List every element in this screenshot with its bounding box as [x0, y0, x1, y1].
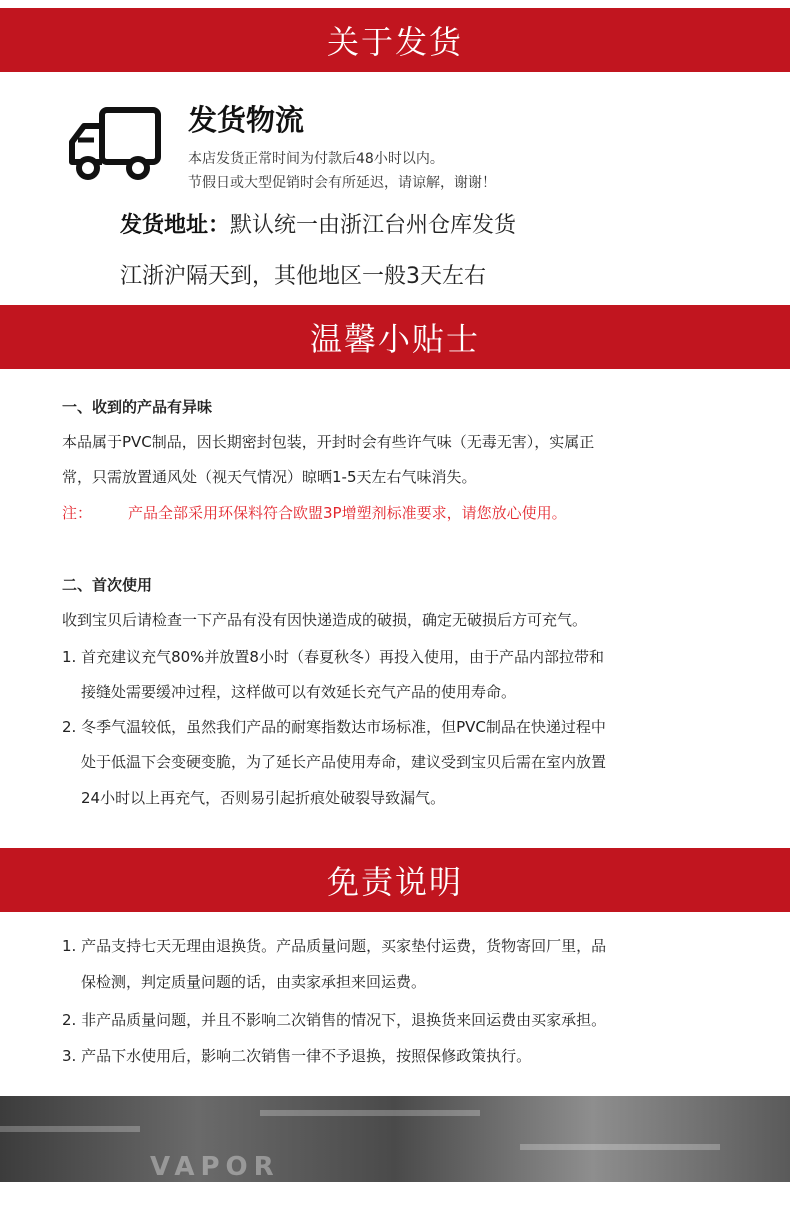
banner-shipping-title: 关于发货	[326, 23, 463, 61]
banner-disclaimer-title: 免责说明	[326, 863, 463, 901]
banner-tips	[0, 305, 790, 369]
tips-section-2-item-1-line-1: 1. 首充建议充气80%并放置8小时（春夏秋冬）再投入使用，由于产品内部拉带和	[62, 648, 604, 666]
address-label: 发货地址：	[120, 213, 231, 238]
delivery-time-text: 江浙沪隔天到，其他地区一般3天左右	[120, 264, 486, 289]
shipping-time-text: 本店发货正常时间为付款后48小时以内。	[188, 151, 444, 167]
disclaimer-item-1-line-2: 保检测，判定质量问题的话，由卖家承担来回运费。	[81, 973, 427, 991]
note-text: 产品全部采用环保料符合欧盟3P增塑剂标准要求，请您放心使用。	[128, 504, 567, 522]
banner-shipping	[0, 8, 790, 72]
disclaimer-item-1-line-1: 1. 产品支持七天无理由退换货。产品质量问题，买家垫付运费，货物寄回厂里，品	[62, 937, 607, 955]
tips-section-1-line-2: 常，只需放置通风处（视天气情况）晾晒1-5天左右气味消失。	[62, 468, 477, 486]
product-photo-strip	[0, 1096, 790, 1182]
disclaimer-item-3: 3. 产品下水使用后，影响二次销售一律不予退换，按照保修政策执行。	[62, 1047, 532, 1065]
banner-tips-title: 温馨小贴士	[309, 320, 480, 358]
note-label: 注：	[62, 504, 93, 522]
tips-note	[62, 502, 567, 523]
tips-section-1-title: 一、收到的产品有异味	[62, 398, 213, 416]
tips-section-2-item-2-line-3: 24小时以上再充气，否则易引起折痕处破裂导致漏气。	[81, 789, 446, 807]
tips-section-2-item-2-line-2: 处于低温下会变硬变脆，为了延长产品使用寿命，建议受到宝贝后需在室内放置	[81, 753, 607, 771]
banner-disclaimer	[0, 848, 790, 912]
shipping-delay-text: 节假日或大型促销时会有所延迟，请谅解，谢谢！	[188, 175, 496, 191]
tips-section-2-intro: 收到宝贝后请检查一下产品有没有因快递造成的破损，确定无破损后方可充气。	[62, 611, 588, 629]
photo-text: VAPOR	[150, 1152, 280, 1182]
disclaimer-item-2: 2. 非产品质量问题，并且不影响二次销售的情况下，退换货来回运费由买家承担。	[62, 1011, 607, 1029]
tips-section-1-line-1: 本品属于PVC制品，因长期密封包装，开封时会有些许气味（无毒无害），实属正	[62, 433, 595, 451]
tips-section-2-item-1-line-2: 接缝处需要缓冲过程，这样做可以有效延长充气产品的使用寿命。	[81, 683, 517, 701]
tips-section-2-title: 二、首次使用	[62, 576, 153, 594]
address-value: 默认统一由浙江台州仓库发货	[230, 213, 517, 238]
tips-section-2-item-2-line-1: 2. 冬季气温较低，虽然我们产品的耐寒指数达市场标准，但PVC制品在快递过程中	[62, 718, 606, 736]
shipping-title: 发货物流	[188, 103, 305, 137]
truck-icon	[64, 104, 164, 184]
shipping-address	[120, 208, 516, 239]
